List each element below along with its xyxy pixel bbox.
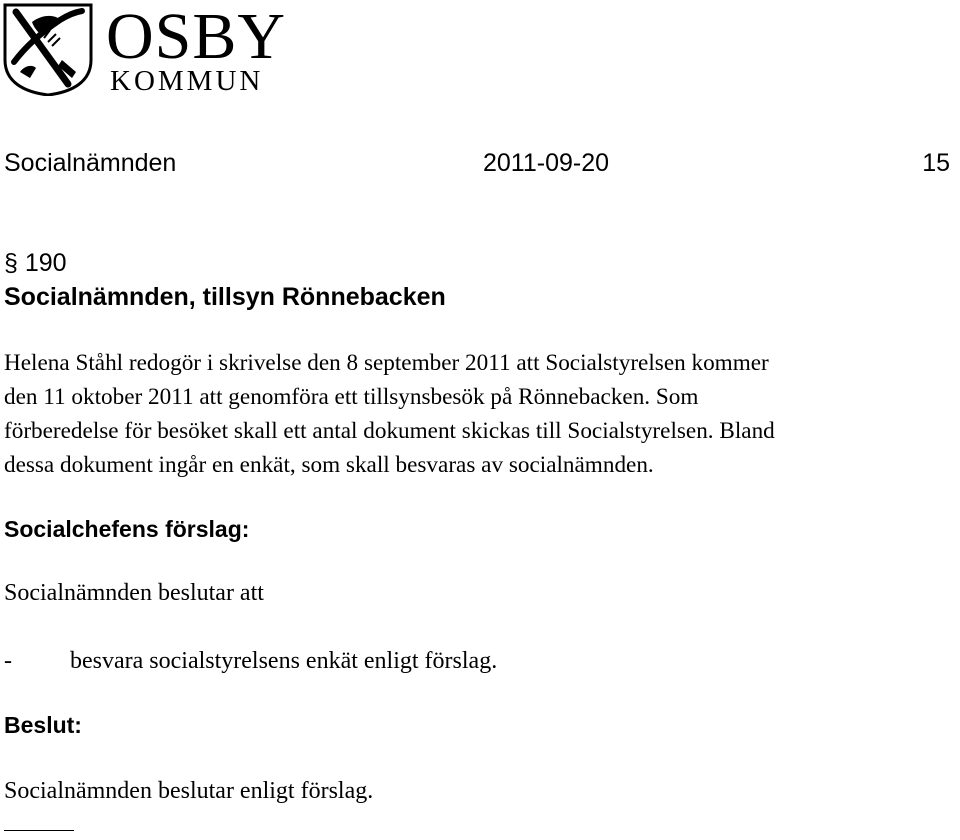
body-line: den 11 oktober 2011 att genomföra ett tillsynsbesök på Rönnebacken. Som xyxy=(4,384,699,410)
decision-text: Socialnämnden beslutar enligt förslag. xyxy=(4,778,374,804)
proposal-item-text: besvara socialstyrelsens enkät enligt förslag. xyxy=(70,648,498,674)
section-title: Socialnämnden, tillsyn Rönnebacken xyxy=(4,283,446,311)
osby-coat-of-arms-icon xyxy=(2,2,94,96)
body-line: Helena Ståhl redogör i skrivelse den 8 september 2011 att Socialstyrelsen kommer xyxy=(4,350,769,376)
logo-name: OSBY xyxy=(106,0,287,73)
committee-name: Socialnämnden xyxy=(4,149,177,177)
page-number: 15 xyxy=(922,149,950,177)
proposal-heading: Socialchefens förslag: xyxy=(4,516,250,542)
signature-line xyxy=(4,830,74,831)
document-header xyxy=(4,146,950,180)
proposal-item-dash: - xyxy=(4,648,12,674)
body-line: dessa dokument ingår en enkät, som skall besvaras av socialnämnden. xyxy=(4,452,654,478)
meeting-date: 2011-09-20 xyxy=(483,149,610,177)
logo-subtitle: KOMMUN xyxy=(110,65,264,97)
osby-kommun-logo xyxy=(0,0,300,100)
section-number: § 190 xyxy=(4,249,67,277)
body-line: förberedelse för besöket skall ett antal dokument skickas till Socialstyrelsen. Bland xyxy=(4,418,775,444)
body-paragraph xyxy=(4,346,954,482)
proposal-intro: Socialnämnden beslutar att xyxy=(4,580,264,606)
decision-heading: Beslut: xyxy=(4,712,82,738)
